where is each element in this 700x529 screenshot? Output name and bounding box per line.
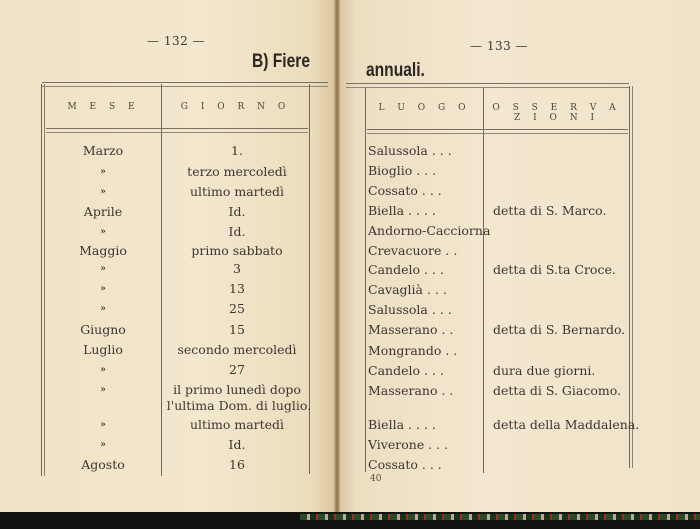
cover-binding-edge bbox=[300, 514, 700, 520]
giorno-cell: primo sabbato bbox=[191, 243, 283, 258]
giorno-cell: 3 bbox=[233, 261, 241, 276]
mese-cell: » bbox=[100, 167, 106, 177]
osservazioni-cell: detta di S. Giacomo. bbox=[493, 383, 622, 398]
luogo-cell: Cossato . . . bbox=[368, 183, 442, 198]
table-right-border bbox=[309, 84, 310, 474]
table-top-rule bbox=[346, 83, 629, 88]
column-header-giorno: G I O R N O bbox=[180, 102, 291, 112]
column-header-luogo: L U O G O bbox=[378, 103, 471, 113]
section-heading-right: annuali. bbox=[366, 60, 425, 81]
giorno-cell: secondo mercoledì bbox=[177, 342, 297, 357]
mese-cell: » bbox=[100, 227, 106, 237]
column-header-mese: M E S E bbox=[67, 102, 140, 112]
column-divider bbox=[161, 84, 162, 476]
osservazioni-cell: dura due giorni. bbox=[493, 363, 596, 378]
mese-cell: Aprile bbox=[83, 204, 123, 219]
osservazioni-cell: detta di S. Marco. bbox=[493, 203, 607, 218]
mese-cell: » bbox=[100, 365, 106, 375]
luogo-cell: Biella . . . . bbox=[368, 417, 436, 432]
luogo-cell: Bioglio . . . bbox=[368, 163, 437, 178]
mese-cell: » bbox=[100, 420, 106, 430]
mese-cell: » bbox=[100, 264, 106, 274]
giorno-cell: il primo lunedì dopo bbox=[173, 382, 301, 397]
mese-cell: » bbox=[100, 440, 106, 450]
mese-cell: » bbox=[100, 284, 106, 294]
column-divider bbox=[483, 88, 484, 473]
mese-cell: Giugno bbox=[80, 322, 126, 337]
luogo-cell: Viverone . . . bbox=[368, 437, 449, 452]
giorno-cell: Id. bbox=[228, 204, 246, 219]
osservazioni-cell: detta di S. Bernardo. bbox=[493, 322, 626, 337]
luogo-cell: Candelo . . . bbox=[368, 262, 444, 277]
luogo-cell: Candelo . . . bbox=[368, 363, 444, 378]
luogo-cell: Cavaglià . . . bbox=[368, 282, 447, 297]
giorno-cell: 27 bbox=[229, 362, 245, 377]
osservazioni-cell: detta di S.ta Croce. bbox=[493, 262, 616, 277]
giorno-cell-continued: l'ultima Dom. di luglio. bbox=[166, 398, 312, 413]
giorno-cell: ultimo martedì bbox=[189, 417, 285, 432]
giorno-cell: ultimo martedì bbox=[189, 184, 285, 199]
giorno-cell: 15 bbox=[229, 322, 245, 337]
table-left-border bbox=[365, 88, 366, 472]
table-left-border bbox=[41, 84, 45, 476]
luogo-cell: Mongrando . . bbox=[368, 343, 458, 358]
mese-cell: » bbox=[100, 385, 106, 395]
section-heading-left: B) Fiere bbox=[252, 51, 311, 72]
luogo-cell: Masserano . . bbox=[368, 322, 454, 337]
luogo-cell: Andorno-Cacciorna bbox=[368, 223, 491, 238]
luogo-cell: Crevacuore . . bbox=[368, 243, 458, 258]
table-top-rule bbox=[42, 82, 328, 87]
luogo-cell: Salussola . . . bbox=[368, 143, 452, 158]
giorno-cell: terzo mercoledì bbox=[187, 164, 287, 179]
table-right-border bbox=[629, 86, 633, 468]
mese-cell: » bbox=[100, 187, 106, 197]
signature-mark: 40 bbox=[370, 474, 382, 484]
giorno-cell: 1. bbox=[231, 143, 243, 158]
osservazioni-cell: detta della Maddalena. bbox=[493, 417, 640, 432]
mese-cell: Agosto bbox=[81, 457, 125, 472]
luogo-cell: Masserano . . bbox=[368, 383, 454, 398]
giorno-cell: 25 bbox=[229, 301, 245, 316]
giorno-cell: Id. bbox=[228, 224, 246, 239]
page-number-left: — 132 — bbox=[147, 34, 206, 48]
header-bottom-rule bbox=[367, 129, 628, 134]
mese-cell: Luglio bbox=[83, 342, 123, 357]
header-bottom-rule bbox=[46, 128, 308, 133]
page-number-right: — 133 — bbox=[470, 39, 529, 53]
left-page bbox=[0, 0, 338, 515]
book-gutter bbox=[334, 0, 340, 515]
mese-cell: Marzo bbox=[82, 143, 124, 158]
giorno-cell: 16 bbox=[229, 457, 245, 472]
column-header-osservazioni: O S S E R V A Z I O N I bbox=[492, 103, 621, 123]
mese-cell: » bbox=[100, 304, 106, 314]
giorno-cell: 13 bbox=[229, 281, 245, 296]
giorno-cell: Id. bbox=[228, 437, 246, 452]
luogo-cell: Salussola . . . bbox=[368, 302, 452, 317]
luogo-cell: Cossato . . . bbox=[368, 457, 442, 472]
mese-cell: Maggio bbox=[79, 243, 127, 258]
luogo-cell: Biella . . . . bbox=[368, 203, 436, 218]
right-page bbox=[338, 0, 700, 515]
